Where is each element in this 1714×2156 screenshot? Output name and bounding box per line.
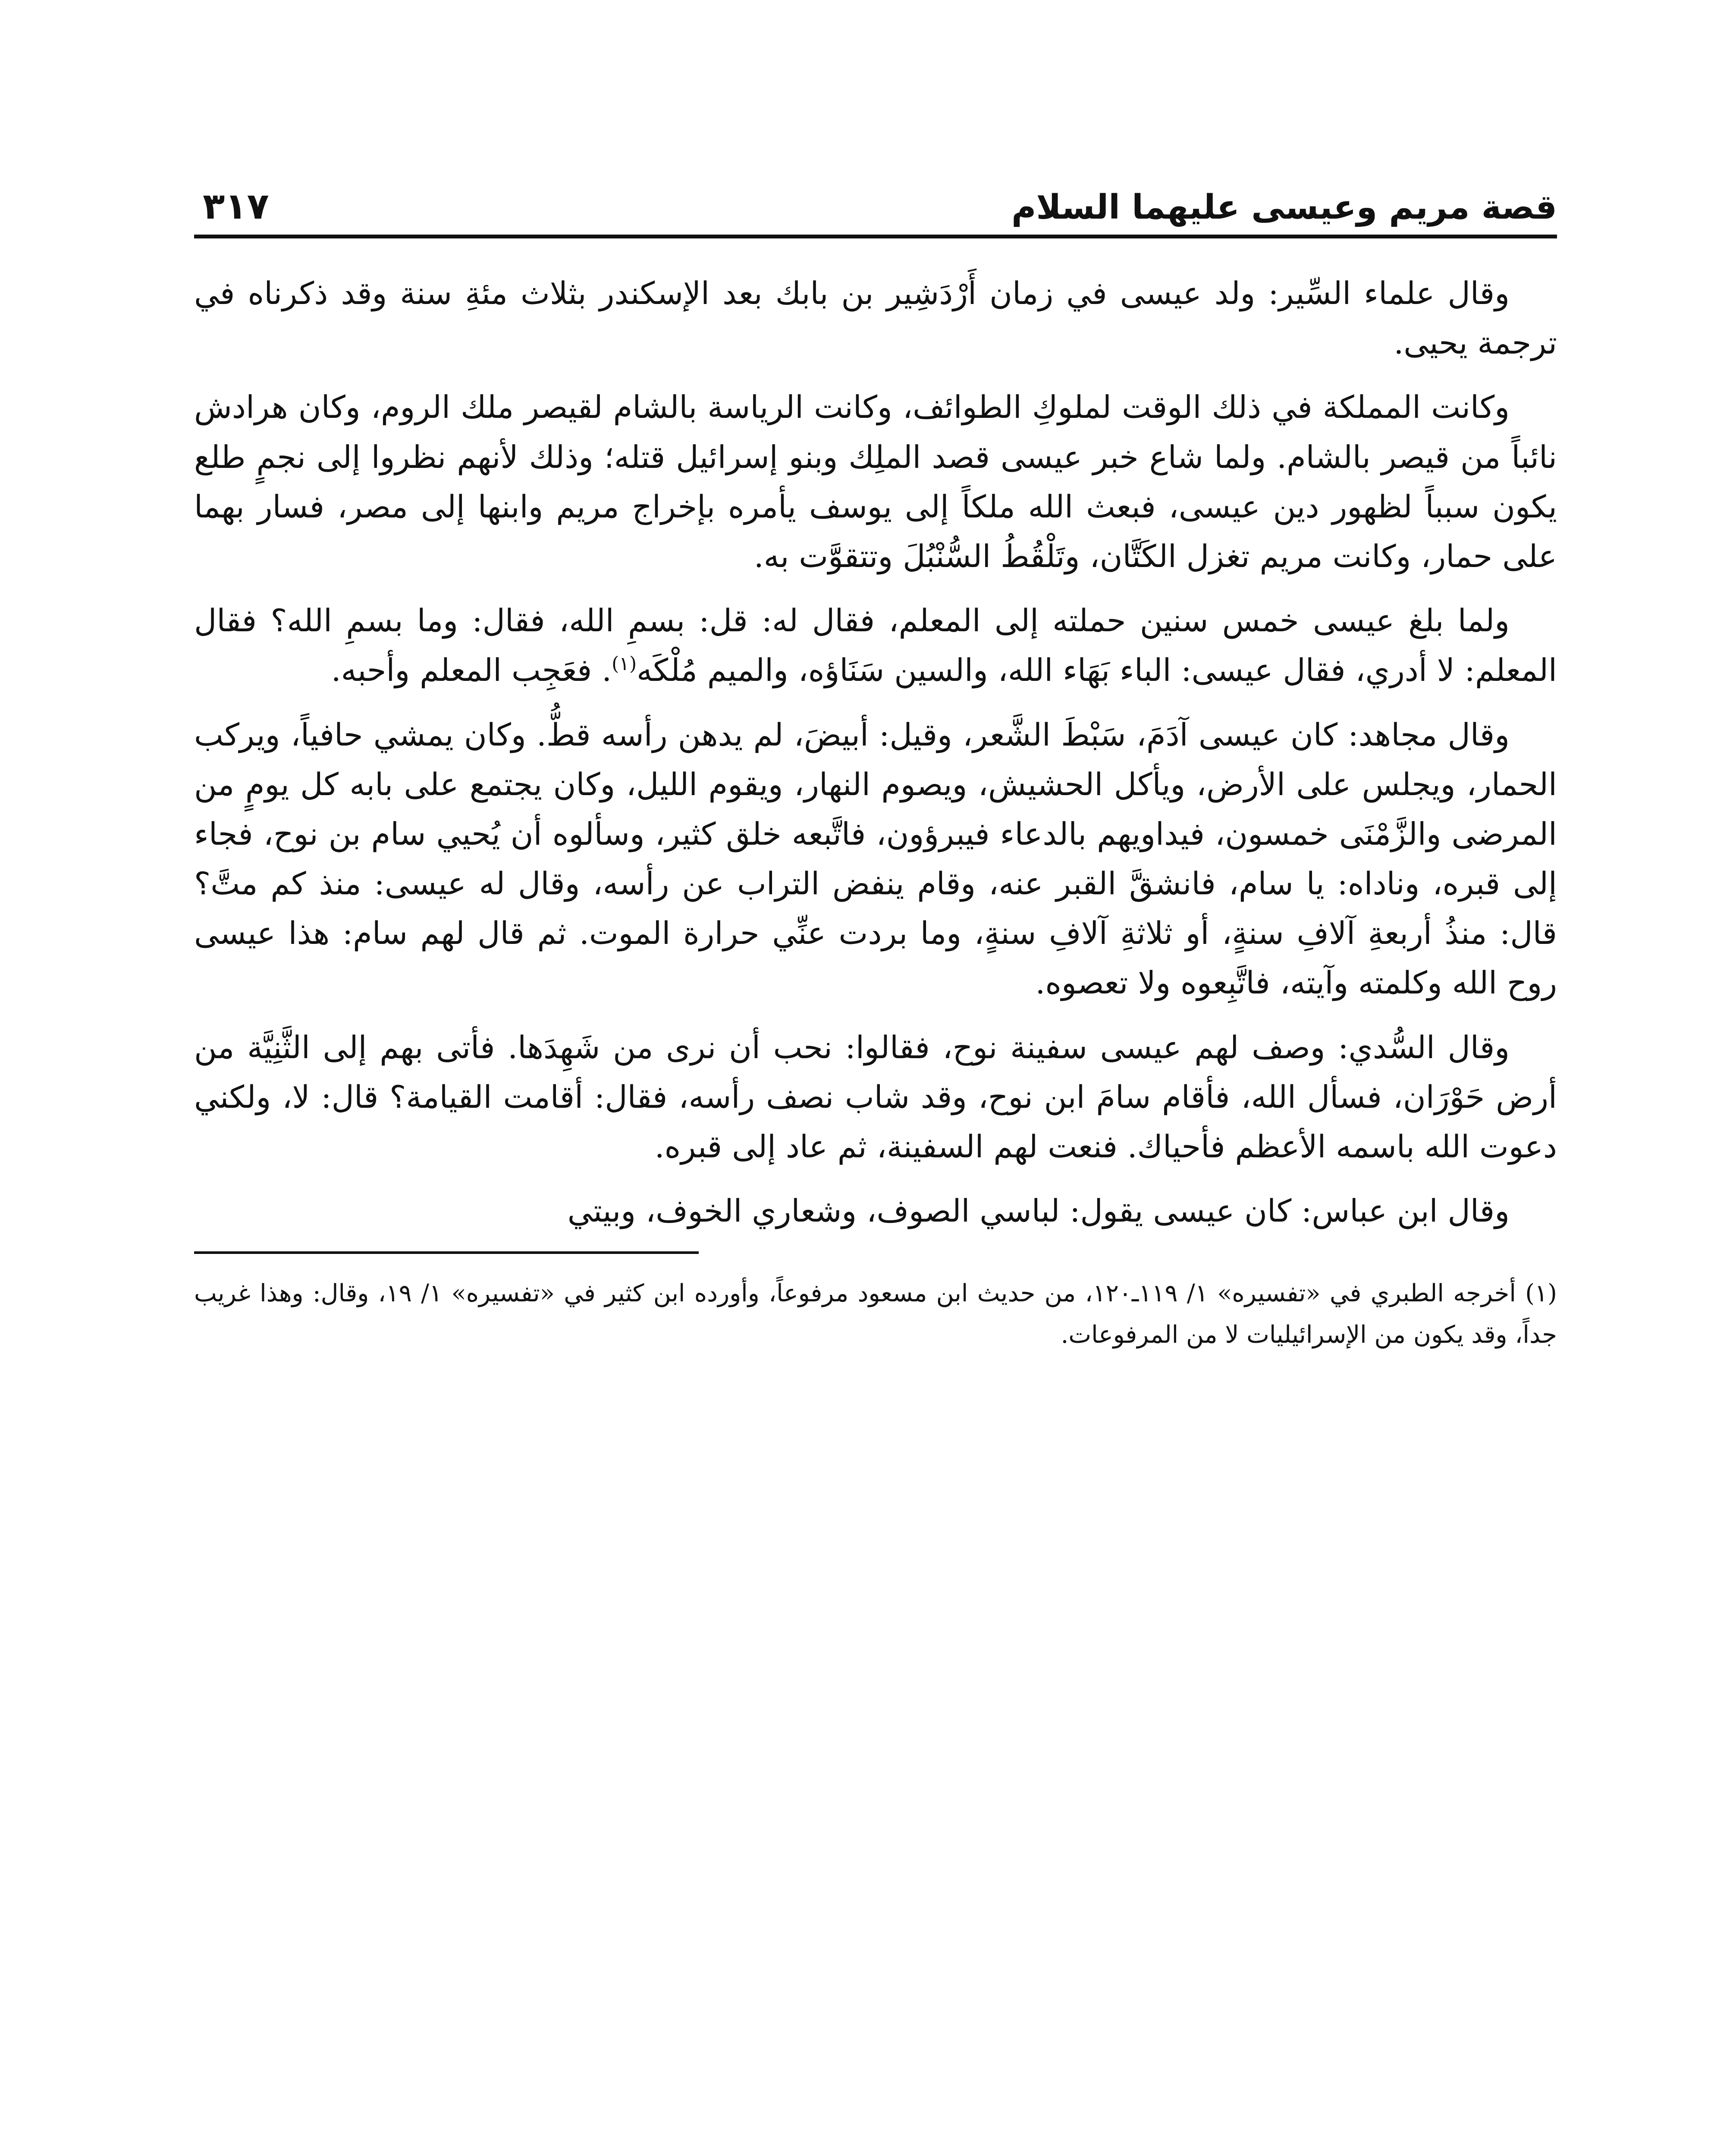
paragraph: وقال علماء السِّير: ولد عيسى في زمان أَرْدَشِير بن بابك بعد الإسكندر بثلاث مئةِ سنة وقد ذكرناه في ترجمة يحيى.	[194, 275, 1557, 361]
paragraph-text: ولما بلغ عيسى خمس سنين حملته إلى المعلم، فقال له: قل: بسمِ الله، فقال: وما بسمِ الله؟ فقال المعلم: لا أدري، فقال عيسى: الباء بَهَاء الله، والسين سَنَاؤه، والميم مُلْكَه	[194, 602, 1557, 689]
paragraph: وقال السُّدي: وصف لهم عيسى سفينة نوح، فقالوا: نحب أن نرى من شَهِدَها. فأتى بهم إلى الثَّنِيَّة من أرض حَوْرَان، فسأل الله، فأقام سامَ ابن نوح، وقد شاب نصف رأسه، فقال: أقامت القيامة؟ قال: لا، ولكني دعوت الله باسمه الأعظم فأحياك. فنعت لهم السفينة، ثم عاد إلى قبره.	[194, 1029, 1557, 1165]
paragraph-with-footnote	[194, 596, 1557, 695]
book-page	[194, 142, 1557, 2156]
paragraph: وقال مجاهد: كان عيسى آدَمَ، سَبْطَ الشَّعر، وقيل: أبيضَ، لم يدهن رأسه قطُّ. وكان يمشي حافياً، ويركب الحمار، ويجلس على الأرض، ويأكل الحشيش، ويصوم النهار، ويقوم الليل، وكان يجتمع على بابه كل يومٍ من المرضى والزَّمْنَى خمسون، فيداويهم بالدعاء فيبرؤون، فاتَّبعه خلق كثير، وسألوه أن يُحيي سام بن نوح، فجاء إلى قبره، وناداه: يا سام، فانشقَّ القبر عنه، وقام ينفض التراب عن رأسه، وقال له عيسى: منذ كم متَّ؟ قال: منذُ أربعةِ آلافِ سنةٍ، أو ثلاثةِ آلافِ سنةٍ، وما بردت عنِّي حرارة الموت. ثم قال لهم سام: هذا عيسى روح الله وكلمته وآيته، فاتَّبِعوه ولا تعصوه.	[194, 716, 1557, 1001]
body-text	[194, 269, 1557, 1236]
footnote-separator	[194, 1251, 699, 1254]
footnote-marker: (١)	[612, 653, 637, 675]
header-rule	[194, 235, 1557, 238]
running-title: قصة مريم وعيسى عليهما السلام	[1011, 188, 1557, 227]
page-number: ٣١٧	[203, 185, 269, 227]
page-header	[194, 142, 1557, 235]
paragraph: وقال ابن عباس: كان عيسى يقول: لباسي الصوف، وشعاري الخوف، وبيتي	[567, 1193, 1510, 1229]
footnotes	[194, 1273, 1557, 1355]
paragraph-tail: . فعَجِب المعلم وأحبه.	[331, 652, 612, 689]
paragraph: وكانت المملكة في ذلك الوقت لملوكِ الطوائف، وكانت الرياسة بالشام لقيصر ملك الروم، وكان هرادش نائباً من قيصر بالشام. ولما شاع خبر عيسى قصد الملِك وبنو إسرائيل قتله؛ وذلك لأنهم نظروا إلى نجمٍ طلع يكون سبباً لظهور دين عيسى، فبعث الله ملكاً إلى يوسف يأمره بإخراج مريم وابنها إلى مصر، فسار بهما على حمار، وكانت مريم تغزل الكَتَّان، وتَلْقُطُ السُّنْبُلَ وتتقوَّت به.	[194, 389, 1557, 574]
footnote: (١) أخرجه الطبري في «تفسيره» ١/ ١١٩ـ١٢٠، من حديث ابن مسعود مرفوعاً، وأورده ابن كثير في «تفسيره» ١/ ١٩، وقال: وهذا غريب جداً، وقد يكون من الإسرائيليات لا من المرفوعات.	[194, 1279, 1557, 1349]
